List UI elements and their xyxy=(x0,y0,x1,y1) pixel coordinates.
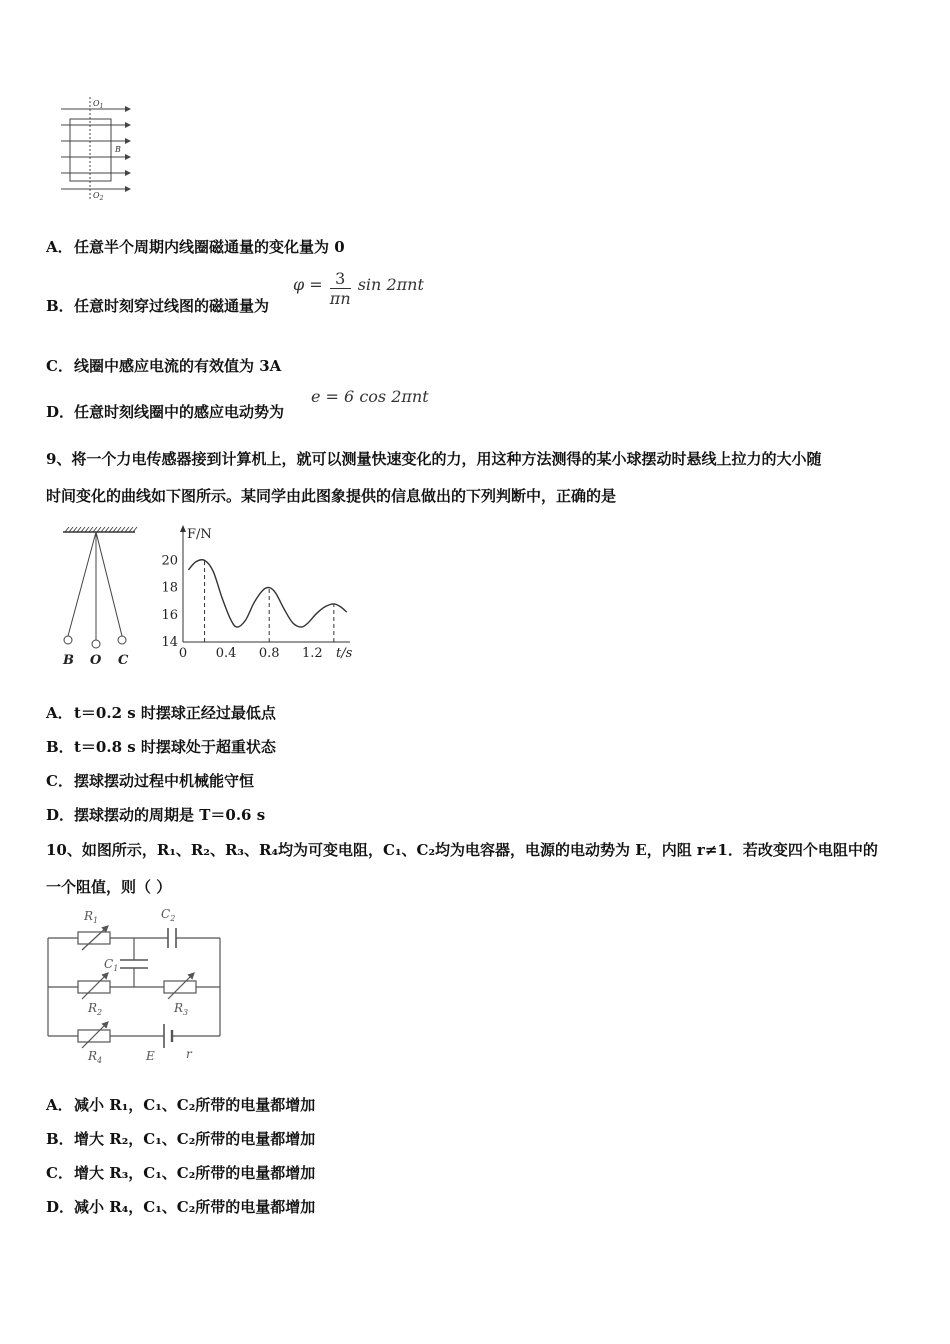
circuit-figure xyxy=(40,900,230,1070)
option-letter: B． xyxy=(46,297,74,315)
ball-c xyxy=(118,636,126,644)
coil-figure xyxy=(55,92,145,207)
label-b: B xyxy=(115,145,121,154)
label-c2: $C_2$ xyxy=(161,907,176,923)
y-axis-label: F/N xyxy=(187,527,212,542)
y-tick-label: 20 xyxy=(161,553,178,569)
x-axis-label: t/s xyxy=(336,646,353,661)
option-text: 摆球摆动的周期是 T＝0.6 s xyxy=(74,806,266,824)
q10-option-c[interactable] xyxy=(46,1162,315,1183)
option-letter: C． xyxy=(46,1164,73,1182)
label-c: C xyxy=(118,653,129,668)
x-tick-label: 0.4 xyxy=(215,646,237,661)
q8-option-d[interactable] xyxy=(46,401,284,422)
option-letter: D． xyxy=(46,1198,75,1216)
option-text: 减小 R₁，C₁、C₂所带的电量都增加 xyxy=(74,1096,316,1114)
option-text: t＝0.8 s 时摆球处于超重状态 xyxy=(74,738,276,756)
chart-ticks xyxy=(161,553,322,661)
ball-b xyxy=(64,636,72,644)
q10-option-a[interactable] xyxy=(46,1094,315,1115)
ball-o xyxy=(92,640,100,648)
q10-option-b[interactable] xyxy=(46,1128,315,1149)
q9-option-b[interactable] xyxy=(46,736,276,757)
label-r1: $R_1$ xyxy=(84,909,99,925)
label-e: E xyxy=(146,1049,155,1063)
option-text: 增大 R₃，C₁、C₂所带的电量都增加 xyxy=(74,1164,316,1182)
field-arrow-icon xyxy=(125,154,131,160)
option-text: 摆球摆动过程中机械能守恒 xyxy=(74,772,255,790)
q8-option-c[interactable] xyxy=(46,355,281,376)
option-text: 增大 R₂，C₁、C₂所带的电量都增加 xyxy=(74,1130,316,1148)
x-tick-label: 0.8 xyxy=(258,646,280,661)
option-text: 减小 R₄，C₁、C₂所带的电量都增加 xyxy=(74,1198,316,1216)
option-letter: C． xyxy=(46,772,73,790)
option-text: 任意时刻线圈中的感应电动势为 xyxy=(74,403,285,421)
label-r2: $R_2$ xyxy=(88,1001,103,1017)
y-tick-label: 14 xyxy=(161,635,178,650)
y-axis-arrow-icon xyxy=(180,525,186,532)
q10-stem-line2: 一个阻值，则（ ） xyxy=(46,878,172,896)
q9-stem-line1: 9、将一个力电传感器接到计算机上，就可以测量快速变化的力，用这种方法测得的某小球摆动时悬线上拉力的大小随 xyxy=(46,450,822,468)
label-r: r xyxy=(186,1047,192,1061)
formula-b: φ = $\frac{3}{\pi n}$ sin 2πnt xyxy=(293,269,424,308)
y-tick-label: 16 xyxy=(161,607,178,623)
option-letter: A． xyxy=(46,1096,73,1114)
q10-stem-line1: 10、如图所示，R₁、R₂、R₃、R₄均为可变电阻，C₁、C₂均为电容器，电源的电动势为 E，内阻 r≠1．若改变四个电阻中的 xyxy=(46,841,878,859)
field-arrow-icon xyxy=(125,186,131,192)
q9-option-a[interactable] xyxy=(46,702,276,723)
label-r3: $R_3$ xyxy=(174,1001,189,1017)
option-letter: A． xyxy=(46,704,73,722)
q10-option-d[interactable] xyxy=(46,1196,315,1217)
label-o1: $O_1$ xyxy=(93,99,104,110)
x-tick-label: 0 xyxy=(178,646,188,661)
force-time-chart xyxy=(155,522,365,667)
pendulum-figure xyxy=(55,524,150,669)
option-text: 任意时刻穿过线图的磁通量为 xyxy=(74,297,270,315)
option-letter: D． xyxy=(46,806,75,824)
label-r4: $R_4$ xyxy=(88,1049,103,1065)
option-letter: A． xyxy=(46,238,73,256)
q8-option-b[interactable] xyxy=(46,295,269,316)
field-arrow-icon xyxy=(125,138,131,144)
label-b: B xyxy=(63,653,74,668)
option-text: t＝0.2 s 时摆球正经过最低点 xyxy=(74,704,276,722)
chart-axes xyxy=(180,525,350,642)
y-tick-label: 18 xyxy=(161,580,178,596)
option-text: 任意半个周期内线圈磁通量的变化量为 0 xyxy=(74,238,345,256)
q9-option-c[interactable] xyxy=(46,770,254,791)
label-o: O xyxy=(90,653,102,668)
resistor-r1 xyxy=(78,932,110,944)
option-letter: C． xyxy=(46,357,73,375)
option-letter: B． xyxy=(46,738,74,756)
option-text: 线圈中感应电流的有效值为 3A xyxy=(74,357,282,375)
label-o2: $O_2$ xyxy=(93,191,104,202)
q9-stem-line2: 时间变化的曲线如下图所示。某同学由此图象提供的信息做出的下列判断中，正确的是 xyxy=(46,487,617,505)
field-arrow-icon xyxy=(125,170,131,176)
string-b xyxy=(68,532,96,636)
x-tick-label: 1.2 xyxy=(301,646,323,661)
option-letter: D． xyxy=(46,403,75,421)
q9-option-d[interactable] xyxy=(46,804,265,825)
formula-d: e = 6 cos 2πnt xyxy=(311,387,429,406)
string-c xyxy=(96,532,122,636)
field-arrow-icon xyxy=(125,122,131,128)
option-letter: B． xyxy=(46,1130,74,1148)
force-curve xyxy=(188,560,346,627)
q8-option-a[interactable] xyxy=(46,236,345,257)
field-arrow-icon xyxy=(125,106,131,112)
label-c1: $C_1$ xyxy=(104,957,119,973)
